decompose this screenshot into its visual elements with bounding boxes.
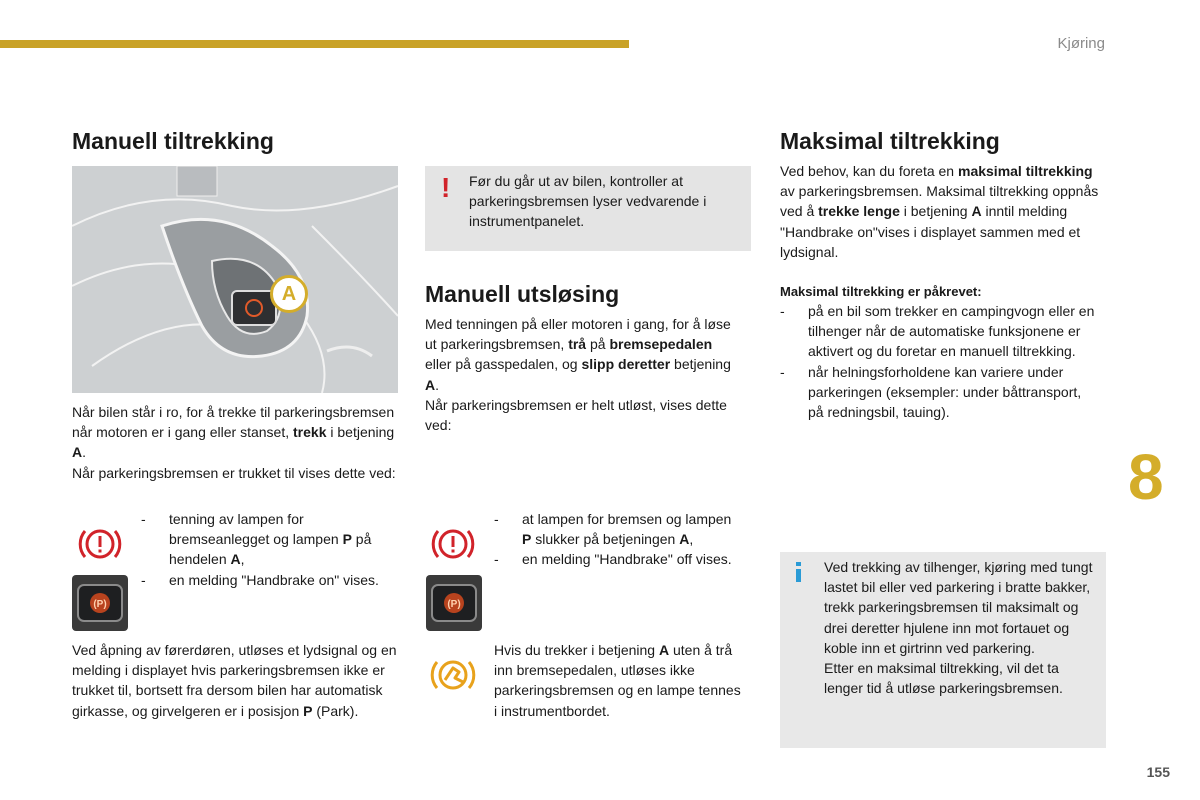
paragraph: Hvis du trekker i betjening A uten å trå inn bremsepedalen, utløses ikke parkeringsbremsen og en lampe tennes i instrumentbordet. bbox=[494, 642, 741, 719]
right-intro-text bbox=[780, 161, 1106, 262]
list-item: - en melding "Handbrake" off vises. bbox=[494, 551, 732, 568]
heading-max-apply: Maksimal tiltrekking bbox=[780, 128, 1000, 154]
callout-a-badge: A bbox=[270, 275, 308, 313]
required-conditions-list bbox=[780, 301, 1100, 422]
exclamation-icon: ! bbox=[441, 172, 451, 203]
parking-button-icon bbox=[426, 575, 482, 631]
paragraph: Etter en maksimal tiltrekking, vil det ta lenger tid å utløse parkeringsbremsen. bbox=[824, 660, 1063, 697]
left-indicator-list bbox=[141, 509, 401, 590]
paragraph: Med tenningen på eller motoren i gang, for å løse ut parkeringsbremsen, trå på bremsepedalen eller på gasspedalen, og slipp deretter betjening A. bbox=[425, 316, 731, 393]
door-open-text bbox=[72, 640, 402, 721]
warning-text: Før du går ut av bilen, kontroller at parkeringsbremsen lyser vedvarende i instrumentpanelet. bbox=[469, 173, 707, 230]
list-item: - en melding "Handbrake on" vises. bbox=[141, 571, 379, 588]
brake-warning-icon bbox=[76, 520, 124, 568]
svg-text:(P): (P) bbox=[447, 599, 461, 610]
section-title: Kjøring bbox=[1057, 35, 1105, 52]
parking-button-icon bbox=[72, 575, 128, 631]
paragraph: Når bilen står i ro, for å trekke til parkeringsbremsen når motoren er i gang eller stanset, trekk i betjening A. bbox=[72, 404, 395, 461]
console-drawing bbox=[72, 166, 398, 393]
list-item: - tenning av lampen for bremseanlegget og lampen P på hendelen A, bbox=[141, 511, 372, 568]
list-item: - når helningsforholdene kan variere under parkeringen (eksempler: under båttransport, på redningsbil, tauing). bbox=[780, 363, 1082, 421]
brake-warning-icon bbox=[429, 520, 477, 568]
paragraph: Ved trekking av tilhenger, kjøring med tungt lastet bil eller ved parkering i bratte bakker, trekk parkeringsbremsen til maksimalt og drei deretter hjulene inn mot fortauet og koble inn et girtrinn ved parkering. bbox=[824, 559, 1093, 656]
paragraph: Når parkeringsbremsen er helt utløst, vises dette ved: bbox=[425, 396, 727, 434]
header-accent-bar bbox=[0, 40, 629, 48]
heading-manual-apply: Manuell tiltrekking bbox=[72, 128, 274, 154]
heading-manual-release: Manuell utsløsing bbox=[425, 281, 620, 307]
required-heading: Maksimal tiltrekking er påkrevet: bbox=[780, 284, 982, 299]
svg-text:(P): (P) bbox=[93, 599, 107, 610]
list-item: - på en bil som trekker en campingvogn eller en tilhenger når de automatiske funksjonene er aktivert og du foretar en manuell tiltrekking. bbox=[780, 303, 1095, 360]
page-number: 155 bbox=[1146, 764, 1170, 780]
info-text bbox=[824, 557, 1096, 698]
info-box bbox=[780, 552, 1106, 748]
middle-indicator-list bbox=[494, 509, 744, 570]
middle-intro-text bbox=[425, 314, 735, 435]
paragraph: Ved åpning av førerdøren, utløses et lydsignal og en melding i displayet hvis parkeringsbremsen ikke er trukket til, bortsett fra dersom bilen har automatisk girkasse, og girvelgeren er i posisjon P (Park). bbox=[72, 642, 397, 719]
left-intro-text bbox=[72, 402, 402, 483]
parking-brake-illustration bbox=[72, 166, 398, 393]
info-icon bbox=[794, 562, 804, 582]
warning-box bbox=[425, 166, 751, 251]
list-item: - at lampen for bremsen og lampen P slukker på betjeningen A, bbox=[494, 511, 732, 548]
paragraph: Når parkeringsbremsen er trukket til vises dette ved: bbox=[72, 464, 396, 481]
chapter-number: 8 bbox=[1128, 441, 1164, 513]
pull-without-brake-text bbox=[494, 640, 744, 721]
paragraph: Ved behov, kan du foreta en maksimal tiltrekking av parkeringsbremsen. Maksimal tiltrekking oppnås ved å trekke lenge i betjening A inntil melding "Handbrake on"vises i displayet sammen med et lydsignal. bbox=[780, 163, 1099, 260]
foot-on-brake-icon bbox=[429, 654, 477, 696]
